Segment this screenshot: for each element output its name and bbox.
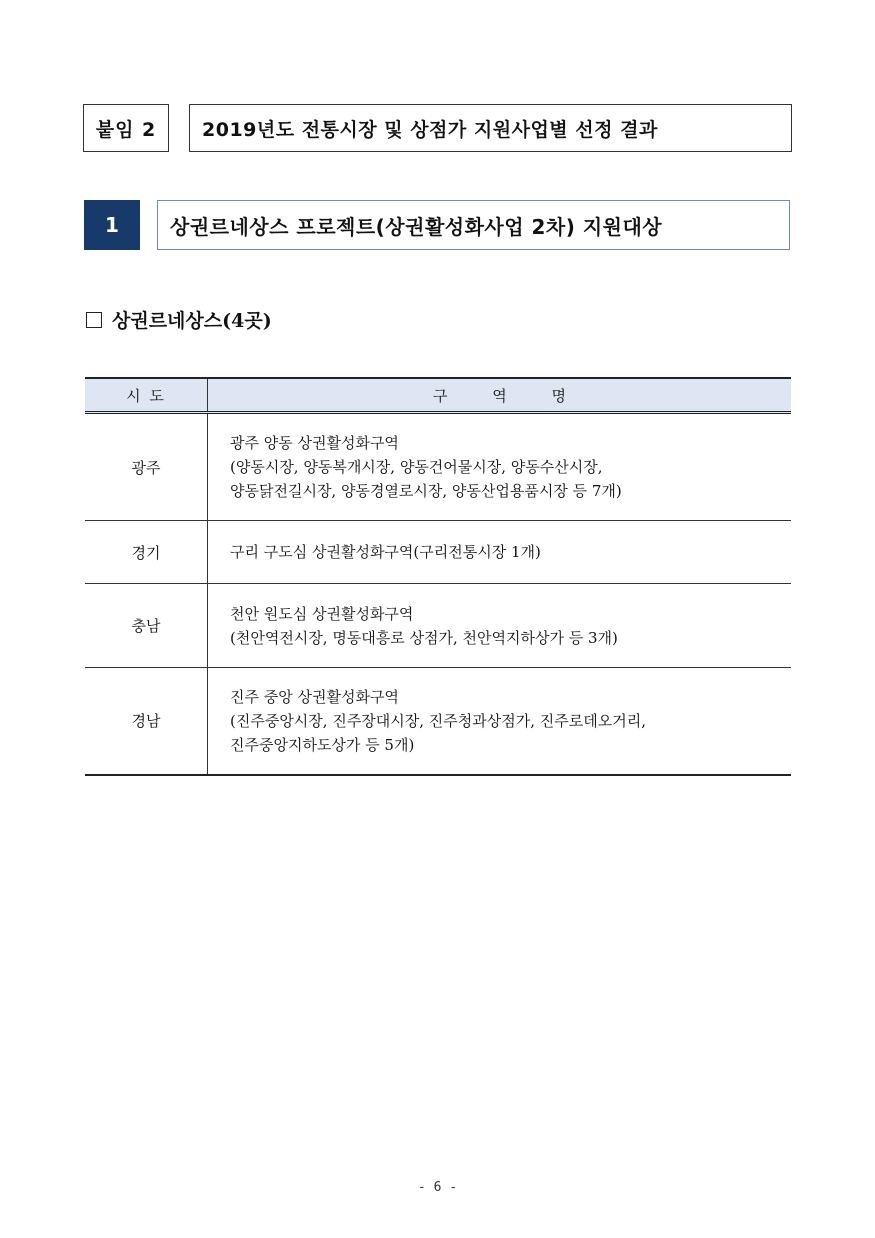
annex-label: 붙임 2 [83,104,169,152]
section-number: 1 [84,200,140,250]
area-line: 양동닭전길시장, 양동경열로시장, 양동산업용품시장 등 7개) [230,482,622,500]
checkbox-icon [86,312,102,328]
area-line: (천안역전시장, 명동대흥로 상점가, 천안역지하상가 등 3개) [230,628,618,647]
cell-sido: 경남 [85,668,208,775]
cell-area [208,413,792,521]
cell-area [208,668,792,775]
table-row [85,584,791,668]
header-area [208,378,792,413]
cell-sido: 충남 [85,584,208,668]
section-title: 상권르네상스 프로젝트(상권활성화사업 2차) 지원대상 [157,200,790,250]
table-header-row [85,378,791,413]
table-row [85,668,791,775]
area-line: 진주중앙지하도상가 등 5개) [230,735,415,754]
area-line: 진주 중앙 상권활성화구역 [230,687,399,706]
header-area-label: 구 역 명 [432,386,566,405]
header-sido: 시 도 [85,378,208,413]
subheading [86,306,272,333]
area-line: 구리 구도심 상권활성화구역(구리전통시장 1개) [230,543,541,561]
cell-area [208,584,792,668]
cell-sido: 광주 [85,413,208,521]
table-row [85,521,791,584]
district-table [85,377,791,776]
area-line: 천안 원도심 상권활성화구역 [230,604,414,623]
page-number: - 6 - [417,1180,458,1195]
area-line: 광주 양동 상권활성화구역 [230,434,399,452]
subheading-text: 상권르네상스(4곳) [112,310,272,332]
annex-title: 2019년도 전통시장 및 상점가 지원사업별 선정 결과 [189,104,792,152]
cell-area [208,521,792,584]
area-line: (양동시장, 양동복개시장, 양동건어물시장, 양동수산시장, [230,458,603,476]
table-row [85,413,791,521]
area-line: (진주중앙시장, 진주장대시장, 진주청과상점가, 진주로데오거리, [230,711,646,730]
cell-sido: 경기 [85,521,208,584]
